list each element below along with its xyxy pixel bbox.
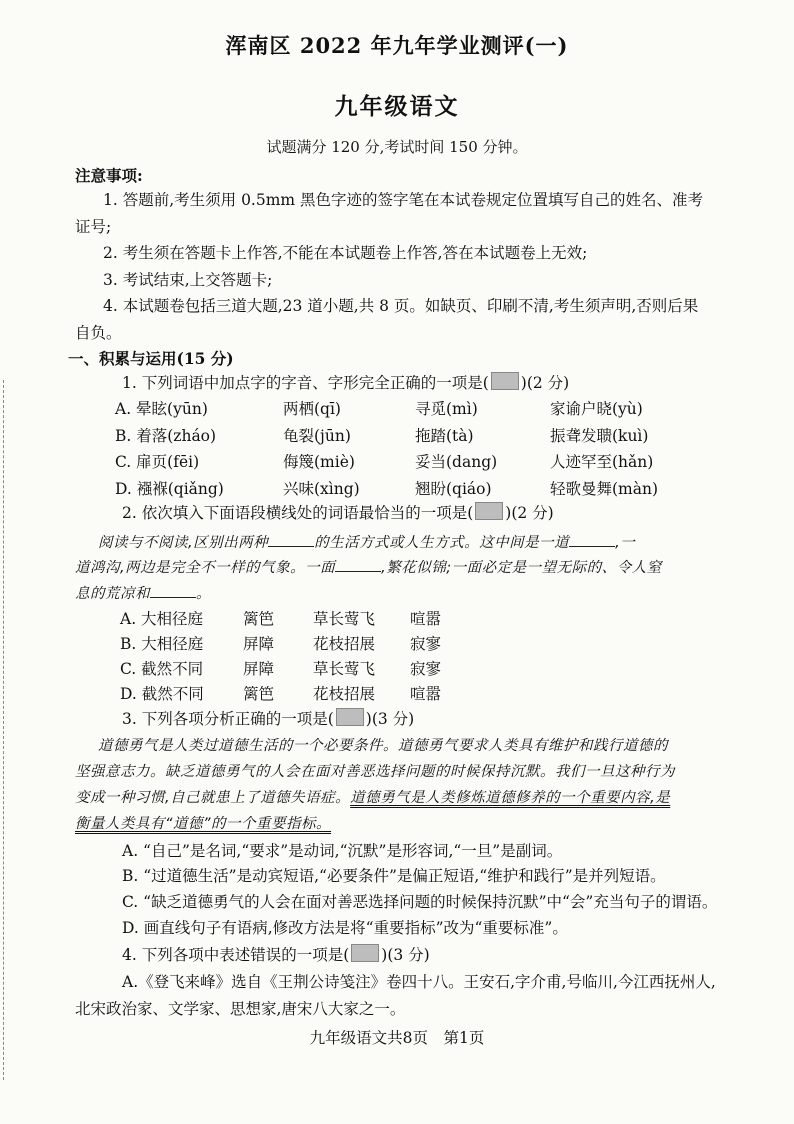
- q4-option-a-line-1: A.《登飞来峰》选自《王荆公诗笺注》卷四十八。王安石,字介甫,号临川,今江西抚州人,: [122, 973, 716, 991]
- q1-option: D. 襁褓(qiǎng): [115, 480, 224, 498]
- underlined-sentence: 道德勇气是人类修炼道德修养的一个重要内容,是: [350, 790, 671, 806]
- q1-option: 轻歌曼舞(màn): [550, 480, 659, 498]
- q3-passage-line-4: 衡量人类具有“道德”的一个重要指标。: [75, 816, 332, 832]
- q2-option: 喧嚣: [410, 610, 442, 628]
- fill-blank: [268, 532, 314, 547]
- q3-stem: 3. 下列各项分析正确的一项是( )(3 分): [122, 710, 415, 728]
- q1-option: 两栖(qī): [283, 400, 341, 418]
- q1-option: 翘盼(qiáo): [415, 480, 492, 498]
- q2-passage-line-1: 阅读与不阅读,区别出两种 的生活方式或人生方式。这中间是一道 ,一: [98, 531, 635, 552]
- q2-option: 寂寥: [410, 660, 442, 678]
- q3-passage-line-2: 坚强意志力。缺乏道德勇气的人会在面对善恶选择问题的时候保持沉默。我们一旦这种行为: [75, 764, 675, 780]
- q2-option: 草长莺飞: [313, 610, 376, 628]
- answer-blank: [351, 944, 379, 962]
- exam-info: 试题满分 120 分,考试时间 150 分钟。: [266, 138, 528, 156]
- q3-option-c: C. “缺乏道德勇气的人会在面对善恶选择问题的时候保持沉默”中“会”充当句子的谓语。: [122, 893, 718, 911]
- notice-heading: 注意事项:: [75, 166, 143, 185]
- notice-item-4b: 自负。: [75, 324, 122, 342]
- fill-blank: [335, 557, 381, 572]
- q2-option: D. 截然不同: [120, 685, 204, 703]
- exam-title: 浑南区 2022 年九年学业测评(一): [225, 33, 569, 58]
- q1-option: 人迹罕至(hǎn): [550, 453, 654, 471]
- q2-option: C. 截然不同: [120, 660, 204, 678]
- q2-passage-line-2: 道鸿沟,两边是完全不一样的气象。一面 ,繁花似锦;一面必定是一望无际的、令人窒: [75, 556, 662, 577]
- q2-option: 花枝招展: [313, 685, 376, 703]
- answer-blank: [475, 502, 503, 520]
- q1-stem: 1. 下列词语中加点字的字音、字形完全正确的一项是( )(2 分): [122, 374, 570, 392]
- page-footer: 九年级语文共8页 第1页: [309, 1029, 485, 1047]
- notice-item-4a: 4. 本试题卷包括三道大题,23 道小题,共 8 页。如缺页、印刷不清,考生须声明,否则后果: [103, 297, 699, 315]
- q1-option: 兴味(xìng): [283, 480, 360, 498]
- q3-option-d: D. 画直线句子有语病,修改方法是将“重要指标”改为“重要标准”。: [122, 919, 568, 937]
- q2-option: B. 大相径庭: [120, 635, 204, 653]
- q2-option: 寂寥: [410, 635, 442, 653]
- answer-blank: [336, 708, 364, 726]
- q2-option: 屏障: [243, 635, 275, 653]
- q3-passage-line-3: 变成一种习惯,自己就患上了道德失语症。道德勇气是人类修炼道德修养的一个重要内容,是: [75, 790, 671, 806]
- q3-option-a: A. “自己”是名词,“要求”是动词,“沉默”是形容词,“一旦”是副词。: [122, 842, 563, 860]
- q1-option: 拖踏(tà): [415, 427, 474, 445]
- q1-option: B. 着落(zháo): [115, 427, 217, 445]
- notice-item-1a: 1. 答题前,考生须用 0.5mm 黑色字迹的签字笔在本试卷规定位置填写自己的姓名、准考: [103, 191, 704, 209]
- q1-option: 家谕户晓(yù): [550, 400, 643, 418]
- q1-option: 振聋发聩(kuì): [550, 427, 649, 445]
- q2-option: 篱笆: [243, 610, 275, 628]
- q2-option: 喧嚣: [410, 685, 442, 703]
- q2-passage-line-3: 息的荒凉和 。: [75, 582, 211, 603]
- q4-option-a-line-2: 北宋政治家、文学家、思想家,唐宋八大家之一。: [75, 1000, 406, 1018]
- q1-option: 龟裂(jūn): [283, 427, 351, 445]
- subject-title: 九年级语文: [334, 93, 460, 120]
- q2-option: 花枝招展: [313, 635, 376, 653]
- q2-stem: 2. 依次填入下面语段横线处的词语最恰当的一项是( )(2 分): [122, 504, 554, 522]
- q1-option: A. 晕眩(yūn): [115, 400, 208, 418]
- q2-option: 篱笆: [243, 685, 275, 703]
- q1-option: 妥当(dang): [415, 453, 498, 471]
- q3-option-b: B. “过道德生活”是动宾短语,“必要条件”是偏正短语,“维护和践行”是并列短语。: [122, 867, 666, 885]
- fill-blank: [150, 583, 196, 598]
- fill-blank: [569, 532, 615, 547]
- q1-option: 侮篾(miè): [283, 453, 355, 471]
- q3-passage-line-1: 道德勇气是人类过道德生活的一个必要条件。道德勇气要求人类具有维护和践行道德的: [98, 738, 668, 754]
- notice-item-3: 3. 考试结束,上交答题卡;: [103, 271, 273, 289]
- notice-item-2: 2. 考生须在答题卡上作答,不能在本试题卷上作答,答在本试题卷上无效;: [103, 244, 588, 262]
- notice-item-1b: 证号;: [75, 218, 112, 236]
- answer-blank: [491, 372, 519, 390]
- q4-stem: 4. 下列各项中表述错误的一项是( )(3 分): [122, 946, 430, 964]
- q1-option: C. 扉页(fēi): [115, 453, 200, 471]
- q2-option: 草长莺飞: [313, 660, 376, 678]
- binding-margin: [3, 380, 4, 1080]
- section-1-heading: 一、积累与运用(15 分): [68, 349, 234, 368]
- q2-option: 屏障: [243, 660, 275, 678]
- q1-option: 寻觅(mì): [415, 400, 478, 418]
- q2-option: A. 大相径庭: [120, 610, 204, 628]
